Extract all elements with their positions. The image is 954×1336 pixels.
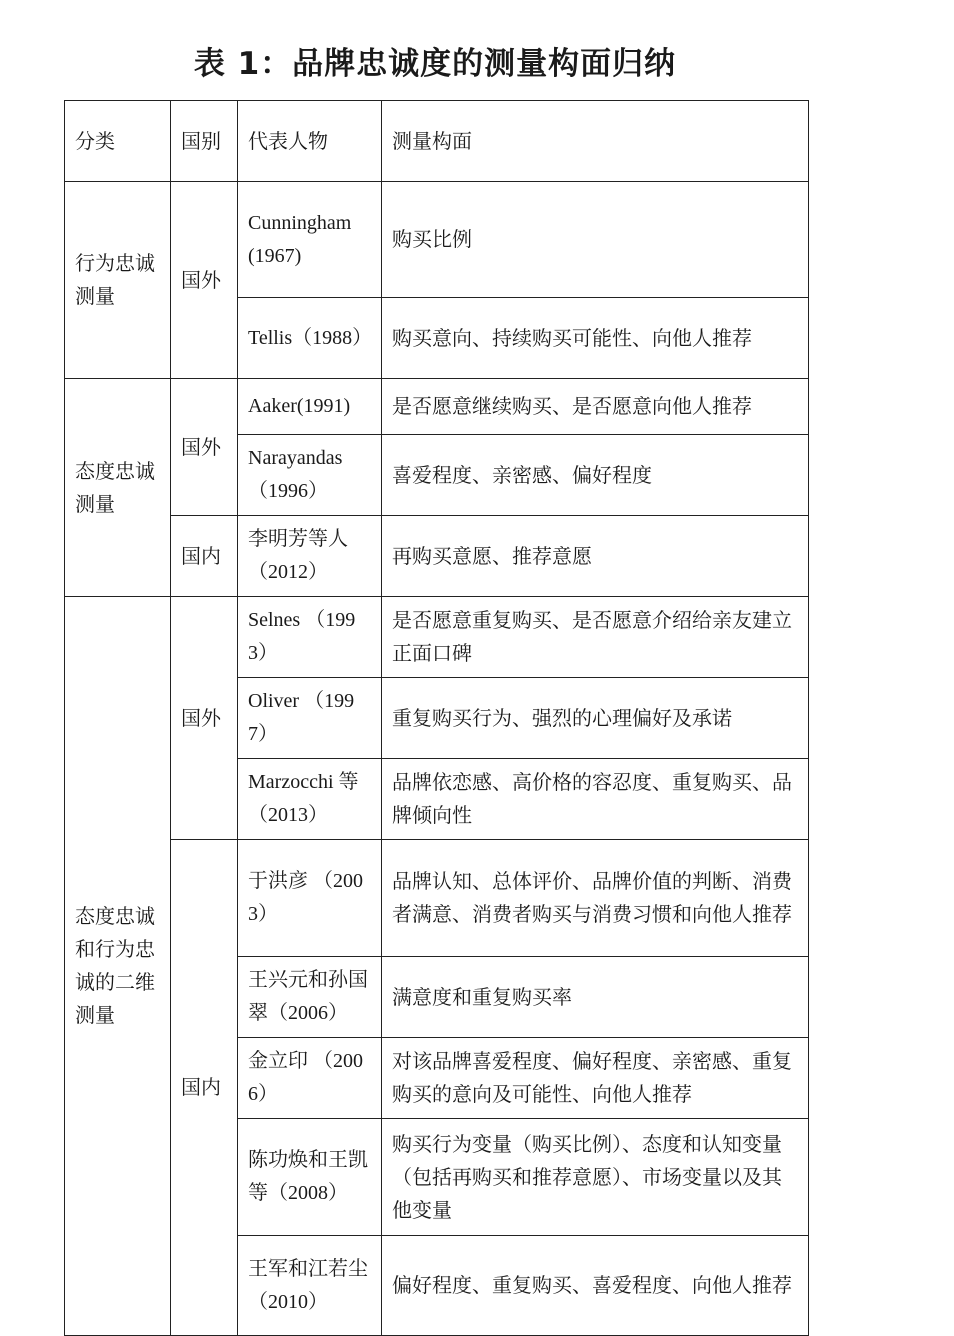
- dimension-cell: 再购买意愿、推荐意愿: [382, 516, 809, 597]
- country-cell: 国外: [171, 597, 238, 840]
- author-cell: Aaker(1991): [238, 379, 382, 435]
- dimension-cell: 对该品牌喜爱程度、偏好程度、亲密感、重复购买的意向及可能性、向他人推荐: [382, 1038, 809, 1119]
- table-row: [65, 840, 809, 957]
- category-cell: 态度忠诚和行为忠诚的二维测量: [65, 597, 171, 1336]
- table-row: [65, 182, 809, 298]
- dimension-cell: 满意度和重复购买率: [382, 957, 809, 1038]
- dimension-cell: 购买行为变量（购买比例）、态度和认知变量（包括再购买和推荐意愿）、市场变量以及其他变量: [382, 1119, 809, 1236]
- author-cell: Selnes （1993）: [238, 597, 382, 678]
- author-cell: 于洪彦 （2003）: [238, 840, 382, 957]
- author-cell: 李明芳等人（2012）: [238, 516, 382, 597]
- dimension-cell: 品牌认知、总体评价、品牌价值的判断、消费者满意、消费者购买与消费习惯和向他人推荐: [382, 840, 809, 957]
- author-cell: Tellis（1988）: [238, 298, 382, 379]
- country-cell: 国外: [171, 379, 238, 516]
- country-cell: 国内: [171, 516, 238, 597]
- dimension-cell: 品牌依恋感、高价格的容忍度、重复购买、品牌倾向性: [382, 759, 809, 840]
- page-title: 表 1：品牌忠诚度的测量构面归纳: [193, 46, 677, 82]
- dimension-cell: 购买意向、持续购买可能性、向他人推荐: [382, 298, 809, 379]
- dimension-cell: 是否愿意继续购买、是否愿意向他人推荐: [382, 379, 809, 435]
- header-dimension: 测量构面: [382, 101, 809, 182]
- dimension-cell: 购买比例: [382, 182, 809, 298]
- author-cell: 王兴元和孙国翠（2006）: [238, 957, 382, 1038]
- header-country: 国别: [171, 101, 238, 182]
- dimension-cell: 重复购买行为、强烈的心理偏好及承诺: [382, 678, 809, 759]
- table-row: [65, 516, 809, 597]
- author-cell: 王军和江若尘（2010）: [238, 1236, 382, 1336]
- table-row: [65, 597, 809, 678]
- table-row: [65, 379, 809, 435]
- author-cell: 金立印 （2006）: [238, 1038, 382, 1119]
- author-cell: Narayandas （1996）: [238, 435, 382, 516]
- category-cell: 态度忠诚测量: [65, 379, 171, 597]
- header-author: 代表人物: [238, 101, 382, 182]
- table-header-row: [65, 101, 809, 182]
- header-category: 分类: [65, 101, 171, 182]
- author-cell: Oliver （1997）: [238, 678, 382, 759]
- country-cell: 国内: [171, 840, 238, 1336]
- dimension-cell: 偏好程度、重复购买、喜爱程度、向他人推荐: [382, 1236, 809, 1336]
- author-cell: 陈功焕和王凯等（2008）: [238, 1119, 382, 1236]
- measurement-table: [64, 100, 809, 1336]
- category-cell: 行为忠诚测量: [65, 182, 171, 379]
- author-cell: Marzocchi 等（2013）: [238, 759, 382, 840]
- dimension-cell: 是否愿意重复购买、是否愿意介绍给亲友建立正面口碑: [382, 597, 809, 678]
- author-cell: Cunningham (1967): [238, 182, 382, 298]
- country-cell: 国外: [171, 182, 238, 379]
- dimension-cell: 喜爱程度、亲密感、偏好程度: [382, 435, 809, 516]
